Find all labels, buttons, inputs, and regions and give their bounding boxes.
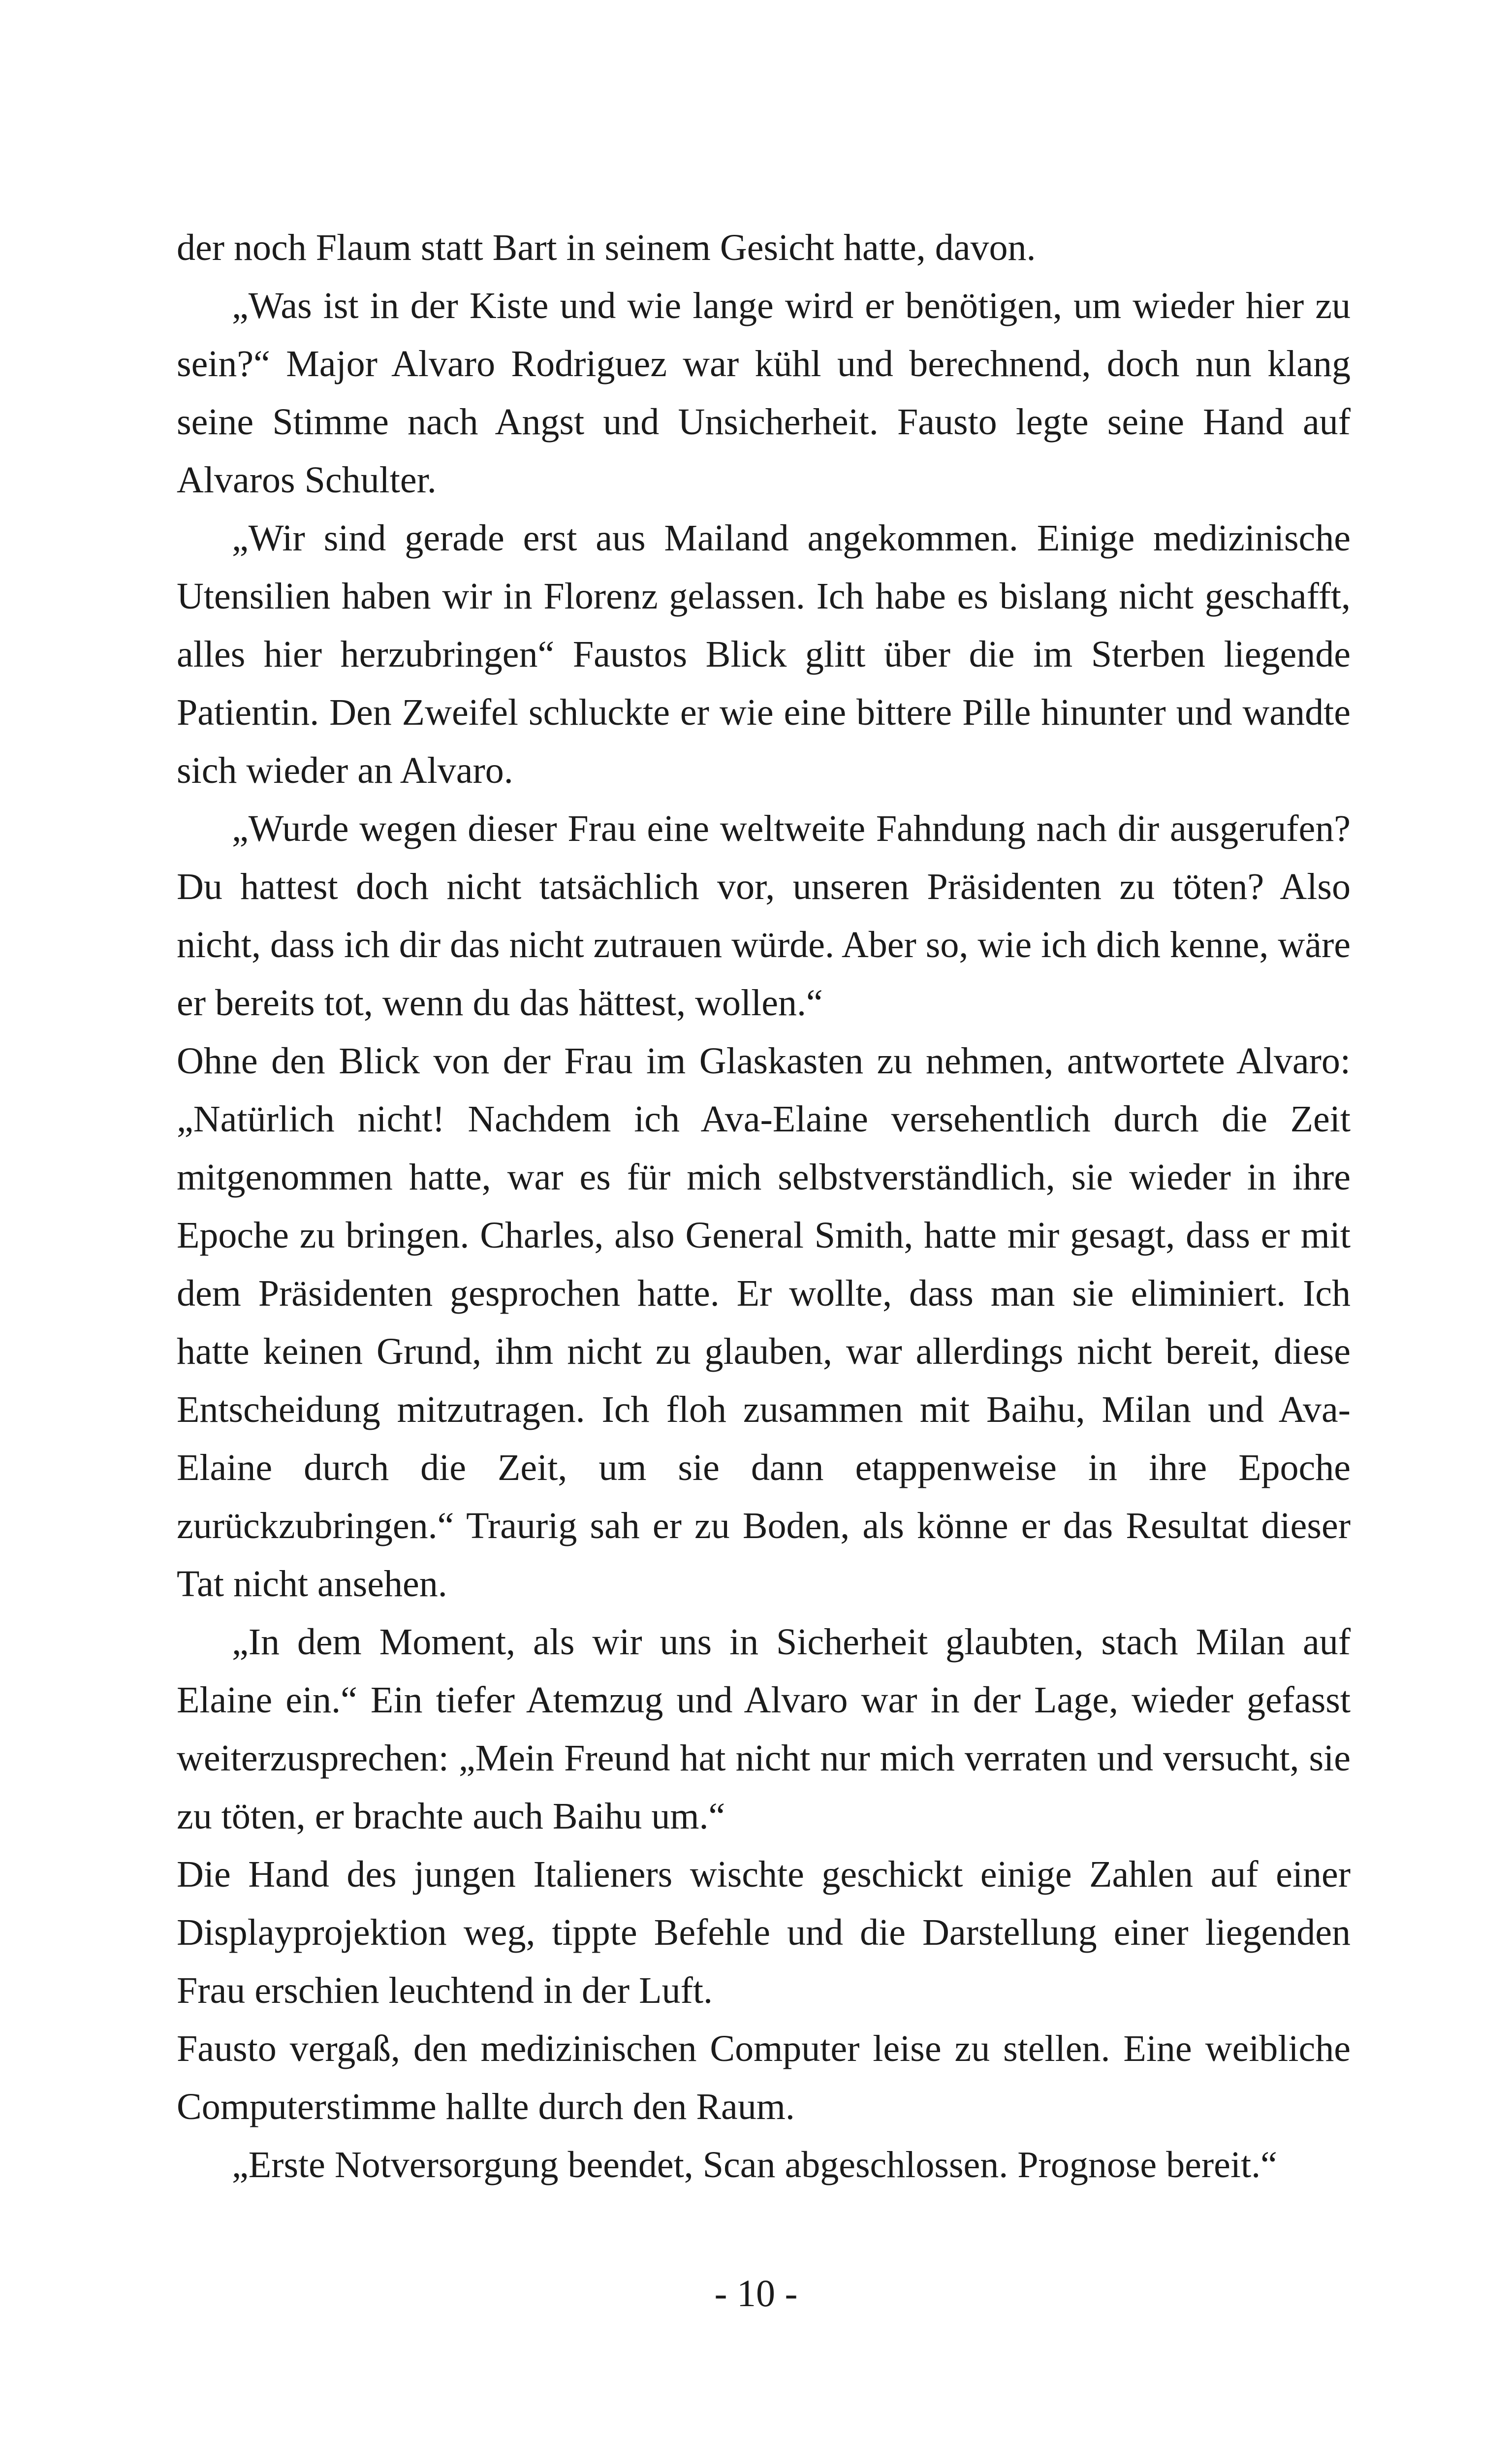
paragraph: „In dem Moment, als wir uns in Sicherheit glaubten, stach Milan auf Elaine ein.“ Ein tiefer Atemzug und Alvaro war in der Lage, wieder gefasst weiterzusprechen: „Mein Freund hat nicht nur mich verraten und versucht, sie zu töten, er brachte auch Baihu um.“ <box>177 1621 1351 1837</box>
paragraph: der noch Flaum statt Bart in seinem Gesicht hatte, davon. <box>177 227 1036 268</box>
paragraph: „Erste Notversorgung beendet, Scan abgeschlossen. Prognose bereit.“ <box>232 2144 1277 2186</box>
paragraph: „Was ist in der Kiste und wie lange wird er benötigen, um wieder hier zu sein?“ Major Alvaro Rodriguez war kühl und berechnend, doch nun klang seine Stimme nach Angst und Unsicherheit. Fausto legte seine Hand auf Alvaros Schulter. <box>177 285 1351 501</box>
page-number: - 10 - <box>714 2272 798 2314</box>
paragraph: „Wir sind gerade erst aus Mailand angekommen. Einige medizinische Utensilien haben wir in Florenz gelassen. Ich habe es bislang nicht geschafft, alles hier herzubringen“ Faustos Blick glitt über die im Sterben liegende Patientin. Den Zweifel schluckte er wie eine bittere Pille hinunter und wandte sich wieder an Alvaro. <box>177 517 1351 791</box>
body-text <box>177 219 1351 2194</box>
paragraph: Die Hand des jungen Italieners wischte geschickt einige Zahlen auf einer Displayprojektion weg, tippte Befehle und die Darstellung einer liegenden Frau erschien leuchtend in der Luft. <box>177 1854 1351 2011</box>
paragraph: „Wurde wegen dieser Frau eine weltweite Fahndung nach dir ausgerufen? Du hattest doch nicht tatsächlich vor, unseren Präsidenten zu töten? Also nicht, dass ich dir das nicht zutrauen würde. Aber so, wie ich dich kenne, wäre er bereits tot, wenn du das hättest, wollen.“ <box>177 808 1351 1024</box>
paragraph: Fausto vergaß, den medizinischen Computer leise zu stellen. Eine weibliche Computerstimme hallte durch den Raum. <box>177 2028 1351 2127</box>
paragraph: Ohne den Blick von der Frau im Glaskasten zu nehmen, antwortete Alvaro: „Natürlich nicht! Nachdem ich Ava-Elaine versehentlich durch die Zeit mitgenommen hatte, war es für mich selbstverständlich, sie wieder in ihre Epoche zu bringen. Charles, also General Smith, hatte mir gesagt, dass er mit dem Präsidenten gesprochen hatte. Er wollte, dass man sie eliminiert. Ich hatte keinen Grund, ihm nicht zu glauben, war allerdings nicht bereit, diese Entscheidung mitzutragen. Ich floh zusammen mit Baihu, Milan und Ava-Elaine durch die Zeit, um sie dann etappenweise in ihre Epoche zurückzubringen.“ Traurig sah er zu Boden, als könne er das Resultat dieser Tat nicht ansehen. <box>177 1040 1351 1605</box>
